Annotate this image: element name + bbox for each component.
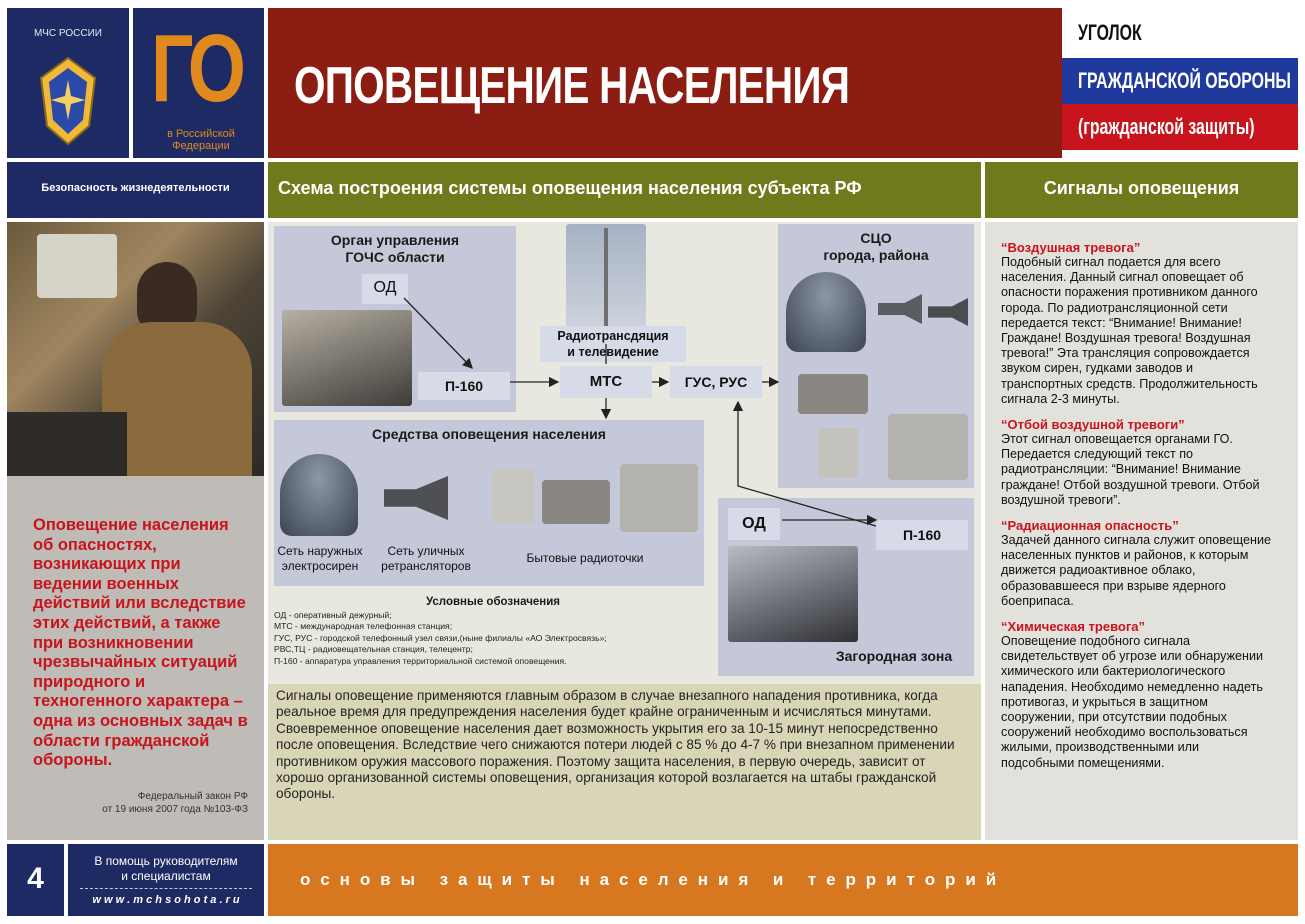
console-shape bbox=[7, 412, 127, 476]
page-number-block bbox=[7, 844, 64, 916]
help-divider bbox=[80, 888, 252, 889]
motto-text: о с н о в ы з а щ и т ы н а с е л е н и я и т е р р и т о р и й bbox=[300, 870, 999, 889]
signals-bar-label: Сигналы оповещения bbox=[1043, 178, 1240, 198]
quote-panel bbox=[7, 476, 264, 840]
arrow-p160-to-gus bbox=[738, 402, 876, 526]
od-box-1: ОД bbox=[362, 274, 408, 304]
legend-item: ОД - оперативный дежурный; bbox=[274, 610, 392, 620]
signal-body: Подобный сигнал подается для всего населения. Данный сигнал оповещает об опасности поражения противником данного города. По радиотрансляционной сети передается текст: “Внимание! Внимание! Граждане! Воздушная тревога! Воздушная тревога!” Эта трансляция сопровождается звуком сирен, гудками заводов и транспортных средств. Продолжительность сигнала 2-3 минуты. bbox=[1001, 255, 1258, 406]
legend-item: РВС,ТЦ - радиовещательная станция, телецентр; bbox=[274, 644, 473, 655]
signal-title: “Отбой воздушной тревоги” bbox=[1001, 417, 1185, 433]
description-panel bbox=[268, 684, 981, 840]
p160-box-2: П-160 bbox=[876, 520, 968, 550]
mts-box: МТС bbox=[560, 366, 652, 398]
scheme-area bbox=[268, 222, 981, 684]
country-zone-label: Загородная зона bbox=[835, 648, 953, 664]
emblem-icon bbox=[39, 56, 97, 146]
organ-title-1: Орган управления bbox=[330, 232, 460, 248]
help-text bbox=[68, 854, 264, 884]
site-link[interactable]: w w w . m c h s o h o t a . r u bbox=[92, 894, 240, 906]
means-title: Средства оповещения населения bbox=[372, 426, 606, 442]
help-block bbox=[68, 844, 264, 916]
left-bar-label: Безопасность жизнедеятельности bbox=[41, 182, 230, 194]
scheme-bar-label: Схема построения системы оповещения населения субъекта РФ bbox=[278, 178, 862, 198]
monitor-shape bbox=[37, 234, 117, 298]
signal-title: “Воздушная тревога” bbox=[1001, 240, 1141, 255]
law-line-2: от 19 июня 2007 года №103-ФЗ bbox=[102, 804, 248, 815]
arrow-od-to-p160 bbox=[404, 298, 472, 368]
legend-item: МТС - международная телефонная станция; bbox=[274, 621, 453, 632]
signal-item bbox=[1001, 518, 1274, 609]
corner-text-3: (гражданской защиты) bbox=[1078, 114, 1255, 139]
ministry-block bbox=[7, 8, 129, 158]
go-subtitle: в Российской Федерации bbox=[167, 128, 235, 152]
law-quote: Оповещение населения об опасностях, возникающих при ведении военных действий или вследствие этих действий, а также при возникновении чрезвычайных ситуаций природного и техногенного характера – одна из основных задач в области гражданской обороны. bbox=[33, 516, 248, 770]
sco-title-2: города, района bbox=[823, 247, 929, 263]
caption-sirens-2: электросирен bbox=[281, 559, 359, 573]
signals-section-bar bbox=[985, 162, 1298, 218]
title-banner bbox=[268, 8, 1062, 158]
corner-label-1 bbox=[1062, 8, 1298, 58]
p160-box-1: П-160 bbox=[418, 372, 510, 400]
organ-title-2: ГОЧС области bbox=[345, 249, 445, 265]
law-reference bbox=[102, 790, 248, 816]
legend-item: ГУС, РУС - городской телефонный узел связи,(ныне филиалы «АО Электросвязь»; bbox=[274, 632, 607, 643]
go-logo-block bbox=[133, 8, 264, 158]
signal-body: Задачей данного сигнала служит оповещение населенных пунктов и районов, к которым движется радиоактивное облако, образовавшееся при взрыве ядерного боеприпаса. bbox=[1001, 533, 1272, 608]
corner-label-3 bbox=[1062, 104, 1298, 150]
corner-text-1: УГОЛОК bbox=[1078, 20, 1142, 45]
caption-sirens-1: Сеть наружных bbox=[277, 544, 363, 558]
signal-item bbox=[1001, 240, 1274, 407]
description-paragraph-2: Своевременное оповещение населения дает возможность укрытия его за 10-15 минут непосредственно после оповещения. Вследствие чего снижаются потери людей с 85 % до 4-7 % при внезапном применении противником оружия массового поражения. Поэтому защита населения, в первую очередь, зависит от хорошо организованной системы оповещения, организация которой возлагается на штабы гражданской обороны. bbox=[276, 720, 955, 802]
ministry-label: МЧС РОССИИ bbox=[34, 28, 102, 39]
help-line-2: и специалистам bbox=[121, 869, 211, 883]
motto-bar bbox=[268, 844, 1298, 916]
od-box-2: ОД bbox=[728, 508, 780, 540]
signal-title: “Радиационная опасность” bbox=[1001, 518, 1179, 534]
page-title: ОПОВЕЩЕНИЕ НАСЕЛЕНИЯ bbox=[294, 57, 850, 115]
description-paragraph-1: Сигналы оповещение применяются главным образом в случае внезапного нападения противника, когда реальное время для предупреждения населения будет крайне ограниченным и исчисляться минутами. bbox=[276, 688, 938, 720]
signals-panel bbox=[985, 222, 1298, 840]
help-line-1: В помощь руководителям bbox=[94, 854, 238, 868]
signal-body: Оповещение подобного сигнала свидетельствует об угрозе или обнаружении химического или бактериологического нападения. Необходимо немедленно надеть противогаз, и укрыться в защитном сооружении, при отсутствии подобных сооружений необходимо воспользоваться жилыми, производственными или подсобными помещениями. bbox=[1001, 634, 1264, 770]
signal-title: “Химическая тревога” bbox=[1001, 619, 1145, 635]
sco-title-1: СЦО bbox=[860, 230, 892, 246]
gus-rus-box: ГУС, РУС bbox=[670, 366, 762, 398]
corner-text-2: ГРАЖДАНСКОЙ ОБОРОНЫ bbox=[1078, 68, 1291, 93]
radio-tv-line-1: Радиотрансдяция bbox=[557, 329, 669, 343]
caption-repeaters-1: Сеть уличных bbox=[387, 544, 465, 558]
scheme-arrows bbox=[268, 222, 981, 684]
law-line-1: Федеральный закон РФ bbox=[137, 791, 248, 802]
radio-tv-line-2: и телевидение bbox=[567, 345, 659, 359]
legend-item: П-160 - аппаратура управления территориальной системой оповещения. bbox=[274, 655, 567, 666]
operator-photo bbox=[7, 222, 264, 476]
caption-radio: Бытовые радиоточки bbox=[526, 551, 644, 565]
corner-label-2 bbox=[1062, 58, 1298, 104]
caption-repeaters-2: ретрансляторов bbox=[381, 559, 471, 573]
signal-item bbox=[1001, 619, 1274, 771]
legend-title: Условные обозначения bbox=[425, 596, 560, 608]
signal-body: Этот сигнал оповещается органами ГО. Передается следующий текст по радиотрансляции: “Внимание! Внимание граждане! Отбой воздушной тревоги. Отбой воздушной тревоги”. bbox=[1001, 432, 1260, 507]
signal-item bbox=[1001, 417, 1274, 508]
left-section-bar bbox=[7, 162, 264, 218]
page-number: 4 bbox=[27, 862, 44, 895]
scheme-section-bar bbox=[268, 162, 981, 218]
go-letters: ГО bbox=[151, 15, 242, 122]
